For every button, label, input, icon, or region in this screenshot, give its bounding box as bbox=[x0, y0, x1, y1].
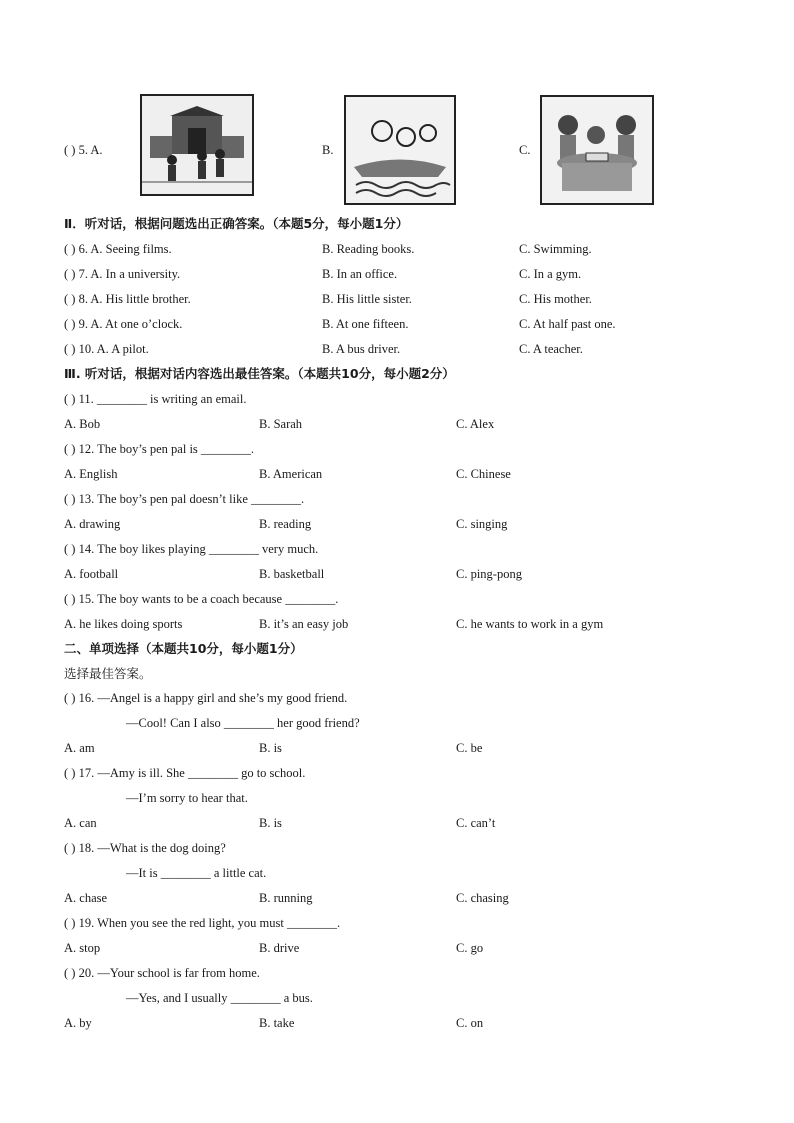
q15-option-a: A. he likes doing sports bbox=[64, 617, 183, 631]
q9-stem: ( ) 9. A. At one o’clock. bbox=[64, 317, 183, 331]
q20-stem: ( ) 20. —Your school is far from home. bbox=[64, 966, 260, 980]
picture-b-dragon-boat bbox=[344, 95, 456, 205]
section-3-heading: Ⅲ. 听对话，根据对话内容选出最佳答案。（本题共10分，每小题2分） bbox=[64, 366, 455, 381]
q18-option-b: B. running bbox=[259, 891, 313, 905]
q17-option-b: B. is bbox=[259, 816, 282, 830]
q11-option-c: C. Alex bbox=[456, 417, 495, 431]
q5-option-c-label: C. bbox=[519, 143, 531, 157]
section-2-heading: Ⅱ．听对话，根据问题选出正确答案。（本题5分，每小题1分） bbox=[64, 216, 409, 231]
q14-stem: ( ) 14. The boy likes playing ________ very much. bbox=[64, 542, 319, 556]
q10-option-c: C. A teacher. bbox=[519, 342, 583, 356]
q8-option-b: B. His little sister. bbox=[322, 292, 412, 306]
q16-reply: —Cool! Can I also ________ her good friend? bbox=[126, 716, 360, 730]
q10-option-b: B. A bus driver. bbox=[322, 342, 401, 356]
q18-stem: ( ) 18. —What is the dog doing? bbox=[64, 841, 226, 855]
q7-stem: ( ) 7. A. In a university. bbox=[64, 267, 181, 281]
q13-option-c: C. singing bbox=[456, 517, 508, 531]
q14-option-b: B. basketball bbox=[259, 567, 325, 581]
q7-option-c: C. In a gym. bbox=[519, 267, 582, 281]
q16-option-b: B. is bbox=[259, 741, 282, 755]
q12-stem: ( ) 12. The boy’s pen pal is ________. bbox=[64, 442, 255, 456]
q6-option-c: C. Swimming. bbox=[519, 242, 592, 256]
q5-stem: ( ) 5. A. bbox=[64, 143, 103, 157]
q13-stem: ( ) 13. The boy’s pen pal doesn’t like ________. bbox=[64, 492, 305, 506]
q15-option-c: C. he wants to work in a gym bbox=[456, 617, 604, 631]
q20-option-b: B. take bbox=[259, 1016, 295, 1030]
part-2-instruction: 选择最佳答案。 bbox=[64, 666, 152, 681]
q13-option-a: A. drawing bbox=[64, 517, 121, 531]
q20-reply: —Yes, and I usually ________ a bus. bbox=[126, 991, 313, 1005]
q16-option-a: A. am bbox=[64, 741, 95, 755]
part-2-heading: 二、单项选择（本题共10分，每小题1分） bbox=[64, 641, 303, 656]
q19-stem: ( ) 19. When you see the red light, you must ________. bbox=[64, 916, 341, 930]
q11-option-b: B. Sarah bbox=[259, 417, 303, 431]
q18-reply: —It is ________ a little cat. bbox=[126, 866, 267, 880]
q20-option-c: C. on bbox=[456, 1016, 484, 1030]
q16-option-c: C. be bbox=[456, 741, 483, 755]
q19-option-c: C. go bbox=[456, 941, 484, 955]
q19-option-a: A. stop bbox=[64, 941, 101, 955]
q18-option-a: A. chase bbox=[64, 891, 108, 905]
q6-stem: ( ) 6. A. Seeing films. bbox=[64, 242, 172, 256]
q14-option-c: C. ping-pong bbox=[456, 567, 522, 581]
q15-option-b: B. it’s an easy job bbox=[259, 617, 349, 631]
q17-option-c: C. can’t bbox=[456, 816, 496, 830]
q16-stem: ( ) 16. —Angel is a happy girl and she’s my good friend. bbox=[64, 691, 348, 705]
q17-stem: ( ) 17. —Amy is ill. She ________ go to school. bbox=[64, 766, 306, 780]
q15-stem: ( ) 15. The boy wants to be a coach because ________. bbox=[64, 592, 339, 606]
picture-a-chinese-gate bbox=[140, 94, 254, 196]
q12-option-c: C. Chinese bbox=[456, 467, 511, 481]
q8-option-c: C. His mother. bbox=[519, 292, 592, 306]
q11-option-a: A. Bob bbox=[64, 417, 101, 431]
picture-c-family-meal bbox=[540, 95, 654, 205]
q12-option-a: A. English bbox=[64, 467, 118, 481]
q12-option-b: B. American bbox=[259, 467, 323, 481]
q9-option-c: C. At half past one. bbox=[519, 317, 616, 331]
q19-option-b: B. drive bbox=[259, 941, 300, 955]
q5-option-b-label: B. bbox=[322, 143, 334, 157]
q14-option-a: A. football bbox=[64, 567, 119, 581]
q6-option-b: B. Reading books. bbox=[322, 242, 415, 256]
q7-option-b: B. In an office. bbox=[322, 267, 398, 281]
q9-option-b: B. At one fifteen. bbox=[322, 317, 409, 331]
q20-option-a: A. by bbox=[64, 1016, 92, 1030]
q17-option-a: A. can bbox=[64, 816, 97, 830]
q13-option-b: B. reading bbox=[259, 517, 312, 531]
q17-reply: —I’m sorry to hear that. bbox=[126, 791, 248, 805]
q18-option-c: C. chasing bbox=[456, 891, 509, 905]
q10-stem: ( ) 10. A. A pilot. bbox=[64, 342, 149, 356]
q11-stem: ( ) 11. ________ is writing an email. bbox=[64, 392, 247, 406]
q8-stem: ( ) 8. A. His little brother. bbox=[64, 292, 191, 306]
